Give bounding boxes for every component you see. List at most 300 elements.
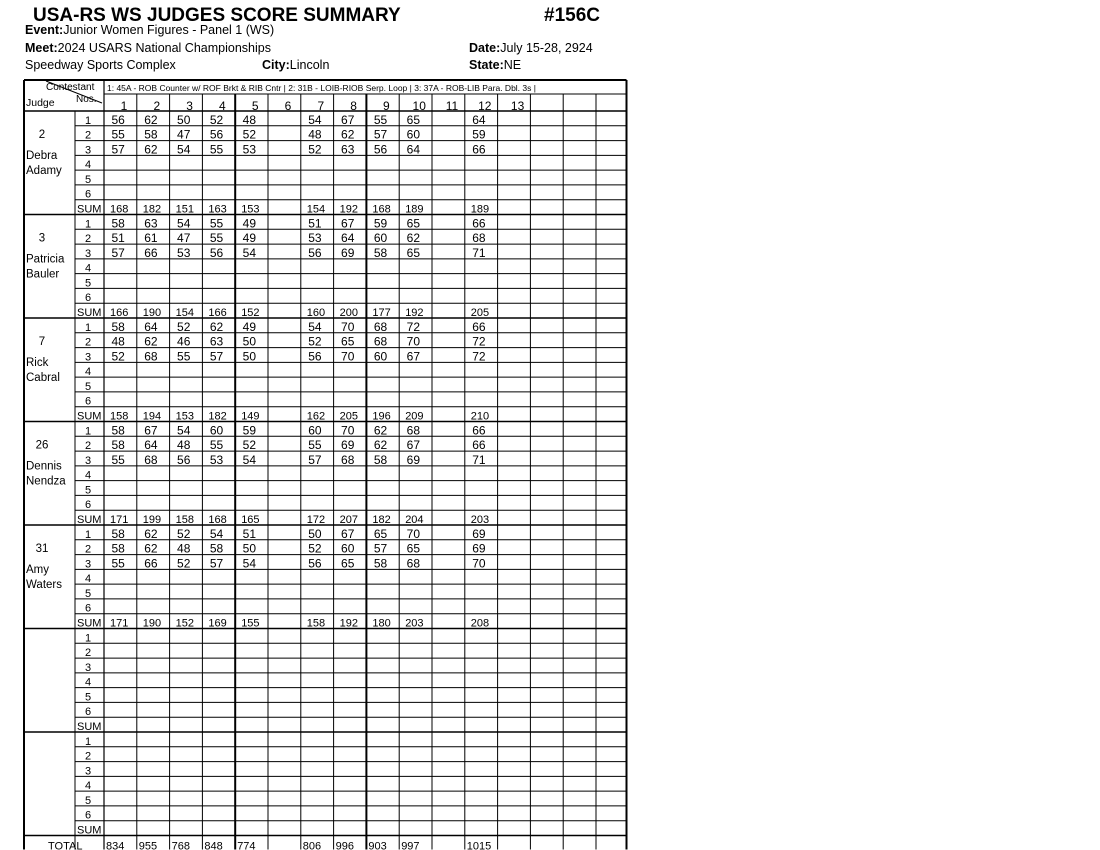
row-number: 5 bbox=[84, 277, 92, 290]
row-number: 2 bbox=[84, 129, 92, 142]
total-cell: 996 bbox=[335, 840, 354, 850]
score-cell: 52 bbox=[308, 334, 322, 349]
score-cell: 51 bbox=[242, 526, 256, 541]
sum-cell: 200 bbox=[339, 307, 358, 319]
score-cell: 57 bbox=[373, 127, 388, 142]
sum-cell: 153 bbox=[175, 410, 194, 423]
column-number: 5 bbox=[251, 99, 259, 113]
column-number: 2 bbox=[153, 99, 161, 113]
sum-cell: 208 bbox=[470, 617, 490, 630]
score-cell: 65 bbox=[406, 112, 420, 127]
sum-cell: 205 bbox=[339, 410, 358, 423]
score-cell: 60 bbox=[209, 423, 224, 438]
sum-cell: 203 bbox=[470, 514, 490, 526]
city-value: Lincoln bbox=[289, 58, 330, 72]
score-cell: 69 bbox=[341, 438, 355, 453]
score-cell: 69 bbox=[472, 541, 486, 556]
column-number: 8 bbox=[350, 99, 357, 113]
sum-cell: 189 bbox=[405, 203, 424, 216]
sum-cell: 152 bbox=[175, 617, 194, 630]
row-number: 5 bbox=[84, 794, 92, 807]
row-number: 1 bbox=[84, 735, 92, 748]
nos-label: Nos. bbox=[76, 94, 97, 105]
score-cell: 55 bbox=[209, 231, 224, 246]
total-label: TOTAL bbox=[48, 840, 83, 850]
score-cell: 68 bbox=[373, 319, 388, 334]
score-cell: 71 bbox=[472, 452, 486, 467]
score-cell: 55 bbox=[111, 556, 125, 571]
score-cell: 70 bbox=[341, 349, 355, 364]
score-cell: 49 bbox=[242, 319, 256, 334]
row-number: 4 bbox=[84, 366, 92, 379]
score-cell: 55 bbox=[209, 216, 224, 231]
score-cell: 58 bbox=[111, 541, 125, 556]
judge-first-name: Amy bbox=[26, 564, 49, 576]
score-cell: 63 bbox=[209, 334, 224, 349]
score-cell: 49 bbox=[242, 231, 256, 246]
sum-cell: 207 bbox=[339, 514, 358, 526]
score-cell: 58 bbox=[373, 452, 388, 467]
total-cell: 768 bbox=[171, 840, 190, 850]
judge-last-name: Bauler bbox=[26, 268, 60, 281]
total-cell: 955 bbox=[138, 840, 158, 850]
score-cell: 67 bbox=[341, 526, 355, 541]
row-number: 5 bbox=[84, 484, 92, 497]
score-cell: 54 bbox=[308, 112, 322, 127]
score-cell: 62 bbox=[144, 541, 158, 556]
row-number: 6 bbox=[84, 706, 92, 719]
score-cell: 58 bbox=[373, 556, 388, 571]
sum-cell: 171 bbox=[110, 514, 129, 526]
score-cell: 59 bbox=[373, 216, 388, 231]
score-cell: 60 bbox=[373, 349, 388, 364]
score-cell: 46 bbox=[177, 334, 191, 349]
sum-cell: 190 bbox=[142, 617, 162, 630]
score-cell: 63 bbox=[144, 216, 158, 231]
score-cell: 50 bbox=[177, 112, 191, 127]
total-cell: 1015 bbox=[466, 840, 492, 850]
sum-cell: 154 bbox=[175, 307, 194, 319]
score-cell: 50 bbox=[242, 349, 256, 364]
score-cell: 55 bbox=[209, 438, 224, 453]
judge-last-name: Adamy bbox=[26, 165, 62, 177]
score-cell: 66 bbox=[472, 319, 486, 334]
row-number: 6 bbox=[84, 188, 92, 201]
score-cell: 52 bbox=[242, 438, 256, 453]
score-cell: 58 bbox=[373, 245, 388, 260]
score-cell: 66 bbox=[472, 438, 486, 453]
sum-cell: 182 bbox=[372, 514, 391, 526]
score-cell: 52 bbox=[177, 526, 191, 541]
score-cell: 59 bbox=[242, 423, 256, 438]
column-number: 12 bbox=[478, 99, 492, 113]
row-number: 6 bbox=[84, 499, 92, 512]
score-cell: 52 bbox=[308, 142, 322, 157]
score-cell: 56 bbox=[177, 452, 191, 467]
score-cell: 67 bbox=[406, 349, 420, 364]
row-number: 2 bbox=[84, 440, 92, 453]
score-cell: 69 bbox=[472, 526, 486, 541]
score-cell: 55 bbox=[177, 349, 191, 364]
column-number: 4 bbox=[219, 99, 226, 113]
score-cell: 64 bbox=[144, 438, 158, 453]
score-cell: 58 bbox=[111, 526, 125, 541]
score-cell: 58 bbox=[111, 438, 125, 453]
judge-first-name: Debra bbox=[26, 150, 58, 162]
score-cell: 52 bbox=[209, 112, 224, 127]
total-cell: 903 bbox=[368, 840, 387, 850]
score-cell: 68 bbox=[144, 349, 158, 364]
score-cell: 48 bbox=[177, 438, 191, 453]
score-cell: 52 bbox=[308, 541, 322, 556]
judge-number: 3 bbox=[38, 232, 46, 245]
sum-cell: 192 bbox=[405, 307, 424, 319]
score-cell: 62 bbox=[373, 438, 388, 453]
event-value: Junior Women Figures - Panel 1 (WS) bbox=[63, 23, 275, 37]
score-cell: 64 bbox=[472, 112, 486, 127]
sum-cell: 172 bbox=[306, 514, 326, 526]
score-cell: 58 bbox=[111, 319, 125, 334]
judge-number: 2 bbox=[38, 129, 46, 141]
score-cell: 54 bbox=[209, 526, 224, 541]
sum-label: SUM bbox=[77, 203, 102, 216]
row-number: 6 bbox=[84, 292, 92, 305]
score-cell: 57 bbox=[111, 245, 125, 260]
sum-cell: 158 bbox=[306, 617, 326, 630]
score-cell: 54 bbox=[242, 556, 256, 571]
score-cell: 58 bbox=[111, 423, 125, 438]
sum-cell: 168 bbox=[372, 203, 391, 216]
score-cell: 70 bbox=[406, 334, 420, 349]
row-number: 1 bbox=[84, 321, 92, 334]
score-cell: 67 bbox=[144, 423, 158, 438]
sum-cell: 168 bbox=[110, 203, 129, 216]
sum-cell: 210 bbox=[470, 410, 490, 423]
column-number: 6 bbox=[284, 99, 292, 113]
row-number: 3 bbox=[84, 558, 92, 571]
score-cell: 67 bbox=[341, 112, 355, 127]
sum-cell: 192 bbox=[339, 203, 358, 216]
score-cell: 68 bbox=[472, 231, 486, 246]
row-number: 6 bbox=[84, 395, 92, 408]
judge-last-name: Cabral bbox=[26, 372, 60, 384]
sum-cell: 168 bbox=[208, 514, 227, 526]
score-cell: 55 bbox=[308, 438, 322, 453]
score-cell: 72 bbox=[472, 334, 486, 349]
column-number: 13 bbox=[510, 99, 525, 113]
row-number: 3 bbox=[84, 351, 92, 364]
score-cell: 65 bbox=[406, 245, 420, 260]
row-number: 3 bbox=[84, 247, 92, 260]
score-cell: 71 bbox=[472, 245, 486, 260]
sum-cell: 180 bbox=[372, 617, 391, 630]
score-cell: 61 bbox=[144, 231, 158, 246]
sum-cell: 153 bbox=[241, 203, 260, 216]
sum-cell: 205 bbox=[470, 307, 490, 319]
score-cell: 60 bbox=[406, 127, 420, 142]
score-cell: 55 bbox=[111, 127, 125, 142]
row-number: 1 bbox=[84, 114, 92, 127]
score-cell: 48 bbox=[242, 112, 256, 127]
sum-cell: 166 bbox=[208, 307, 227, 319]
score-cell: 57 bbox=[209, 349, 224, 364]
score-cell: 62 bbox=[144, 112, 158, 127]
row-number: 3 bbox=[84, 144, 92, 157]
score-cell: 56 bbox=[111, 112, 125, 127]
score-cell: 60 bbox=[341, 541, 355, 556]
judge-label: Judge bbox=[26, 97, 55, 109]
sum-cell: 182 bbox=[142, 203, 162, 216]
score-cell: 70 bbox=[472, 556, 486, 571]
sum-cell: 204 bbox=[405, 514, 424, 526]
row-number: 1 bbox=[84, 528, 92, 541]
sum-cell: 190 bbox=[142, 307, 162, 319]
row-number: 4 bbox=[84, 469, 92, 482]
sum-cell: 149 bbox=[241, 410, 260, 423]
sum-label: SUM bbox=[77, 824, 102, 837]
row-number: 2 bbox=[84, 336, 92, 349]
score-cell: 50 bbox=[242, 541, 256, 556]
judge-last-name: Waters bbox=[26, 579, 62, 591]
score-cell: 48 bbox=[308, 127, 322, 142]
score-cell: 72 bbox=[472, 349, 486, 364]
score-cell: 53 bbox=[308, 231, 322, 246]
meet-value: 2024 USARS National Championships bbox=[57, 41, 271, 55]
score-cell: 65 bbox=[406, 541, 420, 556]
column-number: 11 bbox=[445, 99, 459, 113]
score-cell: 65 bbox=[373, 526, 388, 541]
score-cell: 56 bbox=[209, 245, 224, 260]
score-cell: 53 bbox=[177, 245, 191, 260]
report-number: #156C bbox=[544, 5, 600, 26]
sum-cell: 155 bbox=[241, 617, 260, 630]
score-cell: 62 bbox=[341, 127, 355, 142]
date-value: July 15-28, 2924 bbox=[500, 41, 593, 55]
column-number: 3 bbox=[186, 99, 193, 113]
score-cell: 52 bbox=[111, 349, 125, 364]
score-cell: 65 bbox=[341, 556, 355, 571]
total-cell: 997 bbox=[401, 840, 420, 850]
score-cell: 66 bbox=[472, 142, 486, 157]
score-cell: 62 bbox=[406, 231, 420, 246]
score-cell: 54 bbox=[242, 245, 256, 260]
score-cell: 57 bbox=[373, 541, 388, 556]
sum-label: SUM bbox=[77, 514, 102, 526]
score-cell: 68 bbox=[373, 334, 388, 349]
score-cell: 52 bbox=[177, 556, 191, 571]
state-label: State: bbox=[469, 58, 504, 72]
sum-cell: 162 bbox=[306, 410, 326, 423]
row-number: 4 bbox=[84, 573, 92, 586]
total-cell: 834 bbox=[106, 840, 125, 850]
score-cell: 49 bbox=[242, 216, 256, 231]
score-cell: 62 bbox=[144, 526, 158, 541]
sum-label: SUM bbox=[77, 307, 102, 319]
score-cell: 56 bbox=[373, 142, 388, 157]
report-title: USA-RS WS JUDGES SCORE SUMMARY bbox=[33, 5, 401, 26]
city-label: City: bbox=[262, 58, 290, 72]
event-label: Event: bbox=[25, 23, 64, 37]
score-cell: 70 bbox=[341, 423, 355, 438]
score-cell: 68 bbox=[341, 452, 355, 467]
sum-cell: 154 bbox=[306, 203, 326, 216]
row-number: 4 bbox=[84, 262, 92, 275]
score-cell: 47 bbox=[177, 127, 191, 142]
sum-cell: 203 bbox=[405, 617, 424, 630]
score-cell: 57 bbox=[111, 142, 125, 157]
contestant-label: Contestant bbox=[46, 82, 95, 93]
score-cell: 51 bbox=[111, 231, 125, 246]
sum-cell: 152 bbox=[241, 307, 260, 319]
row-number: 2 bbox=[84, 647, 92, 660]
row-number: 2 bbox=[84, 233, 92, 246]
score-cell: 64 bbox=[144, 319, 158, 334]
sum-cell: 160 bbox=[306, 307, 326, 319]
score-cell: 66 bbox=[144, 245, 158, 260]
row-number: 3 bbox=[84, 765, 92, 778]
score-cell: 47 bbox=[177, 231, 191, 246]
judge-first-name: Dennis bbox=[26, 460, 62, 473]
row-number: 5 bbox=[84, 173, 92, 186]
score-cell: 56 bbox=[308, 349, 322, 364]
sum-cell: 163 bbox=[208, 203, 227, 216]
judge-first-name: Rick bbox=[26, 357, 49, 369]
score-cell: 62 bbox=[373, 423, 388, 438]
score-cell: 60 bbox=[373, 231, 388, 246]
sum-cell: 177 bbox=[372, 307, 391, 319]
score-cell: 51 bbox=[308, 216, 322, 231]
sum-cell: 192 bbox=[339, 617, 358, 630]
score-cell: 63 bbox=[341, 142, 355, 157]
score-cell: 54 bbox=[242, 452, 256, 467]
score-cell: 54 bbox=[177, 423, 191, 438]
score-cell: 64 bbox=[406, 142, 420, 157]
row-number: 5 bbox=[84, 691, 92, 704]
score-cell: 66 bbox=[144, 556, 158, 571]
score-cell: 58 bbox=[111, 216, 125, 231]
row-number: 4 bbox=[84, 159, 92, 172]
score-cell: 58 bbox=[209, 541, 224, 556]
sum-cell: 209 bbox=[405, 410, 424, 423]
sum-cell: 151 bbox=[175, 203, 194, 216]
column-number: 7 bbox=[317, 99, 325, 113]
score-cell: 55 bbox=[373, 112, 388, 127]
score-cell: 56 bbox=[308, 556, 322, 571]
row-number: 5 bbox=[84, 380, 92, 393]
score-cell: 52 bbox=[242, 127, 256, 142]
score-cell: 55 bbox=[111, 452, 125, 467]
score-cell: 60 bbox=[308, 423, 322, 438]
row-number: 1 bbox=[84, 632, 92, 645]
row-number: 3 bbox=[84, 454, 92, 467]
sum-cell: 169 bbox=[208, 617, 227, 630]
judge-number: 26 bbox=[35, 439, 49, 452]
row-number: 6 bbox=[84, 602, 92, 615]
total-cell: 848 bbox=[204, 840, 223, 850]
score-cell: 55 bbox=[209, 142, 224, 157]
score-cell: 62 bbox=[144, 334, 158, 349]
sum-cell: 165 bbox=[241, 514, 260, 526]
sum-label: SUM bbox=[77, 617, 102, 630]
date-label: Date: bbox=[469, 41, 501, 55]
sum-label: SUM bbox=[77, 410, 102, 423]
score-cell: 62 bbox=[209, 319, 224, 334]
column-number: 1 bbox=[120, 99, 128, 113]
score-cell: 50 bbox=[242, 334, 256, 349]
score-cell: 66 bbox=[472, 216, 486, 231]
score-cell: 65 bbox=[341, 334, 355, 349]
score-cell: 68 bbox=[144, 452, 158, 467]
score-cell: 56 bbox=[209, 127, 224, 142]
judge-first-name: Patricia bbox=[26, 253, 65, 266]
row-number: 6 bbox=[84, 809, 92, 822]
score-cell: 62 bbox=[144, 142, 158, 157]
sum-cell: 189 bbox=[470, 203, 490, 216]
score-cell: 54 bbox=[177, 216, 191, 231]
score-cell: 56 bbox=[308, 245, 322, 260]
sum-cell: 158 bbox=[175, 514, 194, 526]
score-cell: 59 bbox=[472, 127, 486, 142]
row-number: 1 bbox=[84, 218, 92, 231]
score-cell: 48 bbox=[177, 541, 191, 556]
state-value: NE bbox=[503, 58, 522, 72]
judge-number: 31 bbox=[35, 543, 49, 555]
score-cell: 67 bbox=[406, 438, 420, 453]
total-cell: 806 bbox=[302, 840, 322, 850]
column-number: 9 bbox=[383, 99, 390, 113]
sum-label: SUM bbox=[77, 721, 102, 733]
sum-cell: 182 bbox=[208, 410, 227, 423]
row-number: 4 bbox=[84, 676, 92, 689]
score-cell: 64 bbox=[341, 231, 355, 246]
meet-label: Meet: bbox=[25, 41, 58, 55]
score-cell: 67 bbox=[341, 216, 355, 231]
total-cell: 774 bbox=[237, 840, 256, 850]
figures-description: 1: 45A - ROB Counter w/ ROF Brkt & RIB Cntr | 2: 31B - LOIB-RIOB Serp. Loop | 3: 37A - ROB-LIB Para. Dbl. 3s | bbox=[107, 83, 536, 93]
score-cell: 66 bbox=[472, 423, 486, 438]
score-cell: 69 bbox=[341, 245, 355, 260]
column-number: 10 bbox=[412, 99, 426, 113]
venue: Speedway Sports Complex bbox=[25, 58, 176, 72]
sum-cell: 171 bbox=[110, 617, 129, 630]
row-number: 4 bbox=[84, 780, 92, 793]
score-cell: 54 bbox=[308, 319, 322, 334]
row-number: 1 bbox=[84, 425, 92, 438]
sum-cell: 166 bbox=[110, 307, 129, 319]
score-cell: 69 bbox=[406, 452, 420, 467]
row-number: 2 bbox=[84, 750, 92, 763]
score-cell: 72 bbox=[406, 319, 420, 334]
row-number: 3 bbox=[84, 661, 92, 674]
judge-number: 7 bbox=[38, 336, 46, 348]
score-cell: 53 bbox=[209, 452, 224, 467]
score-cell: 48 bbox=[111, 334, 125, 349]
sum-cell: 158 bbox=[110, 410, 129, 423]
score-cell: 68 bbox=[406, 556, 420, 571]
judge-last-name: Nendza bbox=[26, 475, 66, 488]
score-cell: 70 bbox=[406, 526, 420, 541]
score-cell: 52 bbox=[177, 319, 191, 334]
score-cell: 53 bbox=[242, 142, 256, 157]
score-cell: 65 bbox=[406, 216, 420, 231]
row-number: 2 bbox=[84, 543, 92, 556]
sum-cell: 196 bbox=[372, 410, 391, 423]
score-cell: 58 bbox=[144, 127, 158, 142]
score-cell: 68 bbox=[406, 423, 420, 438]
score-cell: 70 bbox=[341, 319, 355, 334]
score-cell: 54 bbox=[177, 142, 191, 157]
row-number: 5 bbox=[84, 587, 92, 600]
